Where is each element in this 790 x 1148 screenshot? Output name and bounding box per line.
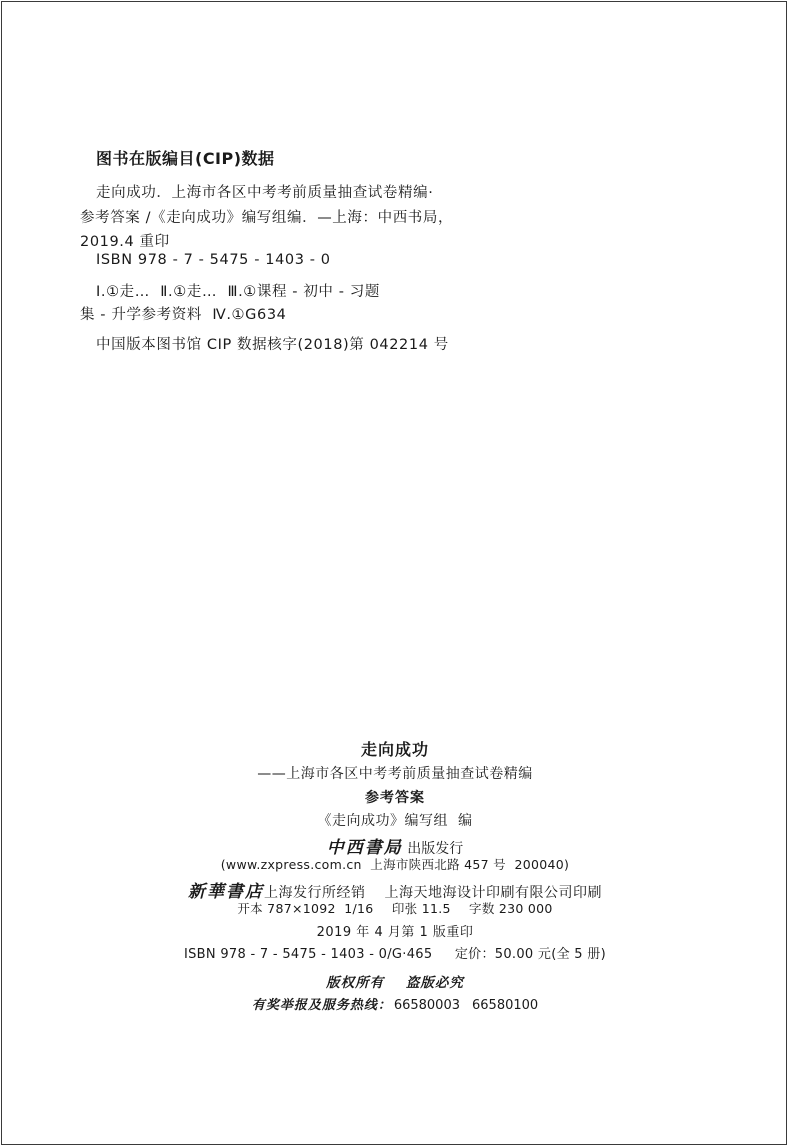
- publisher-address: (www.zxpress.com.cn 上海市陕西北路 457 号 200040): [220, 857, 570, 872]
- cip-line-2: 参考答案 /《走向成功》编写组编．—上海：中西书局，: [80, 210, 454, 226]
- hotline-number-2: 66580100: [472, 998, 539, 1013]
- hotline-line: [0, 994, 790, 1013]
- printer-text: 上海天地海设计印刷有限公司印刷: [384, 885, 602, 901]
- specification-line: [0, 899, 790, 917]
- isbn-price-line: [0, 943, 790, 962]
- format-text: 开本 787×1092 1/16: [237, 901, 374, 916]
- rights-line: [0, 971, 790, 991]
- word-count-text: 字数 230 000: [469, 901, 553, 916]
- book-volume: 参考答案: [365, 790, 425, 806]
- book-title: 走向成功: [360, 740, 429, 759]
- publisher-logo: 中西書局: [326, 838, 403, 858]
- cip-line-1: 走向成功．上海市各区中考考前质量抽查试卷精编·: [96, 185, 434, 201]
- rights-reserved: 版权所有: [326, 975, 385, 991]
- hotline-number-1: 66580003: [393, 998, 460, 1013]
- book-subtitle: ——上海市各区中考考前质量抽查试卷精编: [257, 766, 533, 782]
- edition-text: 2019 年 4 月第 1 版重印: [316, 925, 474, 940]
- publisher-suffix: 出版发行: [407, 841, 464, 857]
- cip-record-number: 中国版本图书馆 CIP 数据核字(2018)第 042214 号: [96, 337, 449, 353]
- cip-classification-1: Ⅰ.①走… Ⅱ.①走… Ⅲ.①课程 - 初中 - 习题: [96, 284, 380, 300]
- isbn-text: ISBN 978 - 7 - 5475 - 1403 - 0/G·465: [184, 947, 433, 962]
- cip-isbn: ISBN 978 - 7 - 5475 - 1403 - 0: [96, 252, 331, 268]
- book-editor: 《走向成功》编写组 编: [317, 813, 473, 829]
- distributor-logo: 新華書店: [188, 882, 265, 902]
- cip-line-3: 2019.4 重印: [80, 234, 170, 250]
- cip-classification-2: 集 - 升学参考资料 Ⅳ.①G634: [80, 307, 287, 323]
- price-text: 定价：50.00 元(全 5 册): [454, 947, 606, 962]
- distributor-text: 上海发行所经销: [264, 885, 366, 901]
- cip-title: 图书在版编目(CIP)数据: [96, 149, 275, 168]
- hotline-label: 有奖举报及服务热线：: [251, 998, 392, 1013]
- piracy-notice: 盗版必究: [405, 975, 464, 991]
- sheets-text: 印张 11.5: [391, 901, 451, 916]
